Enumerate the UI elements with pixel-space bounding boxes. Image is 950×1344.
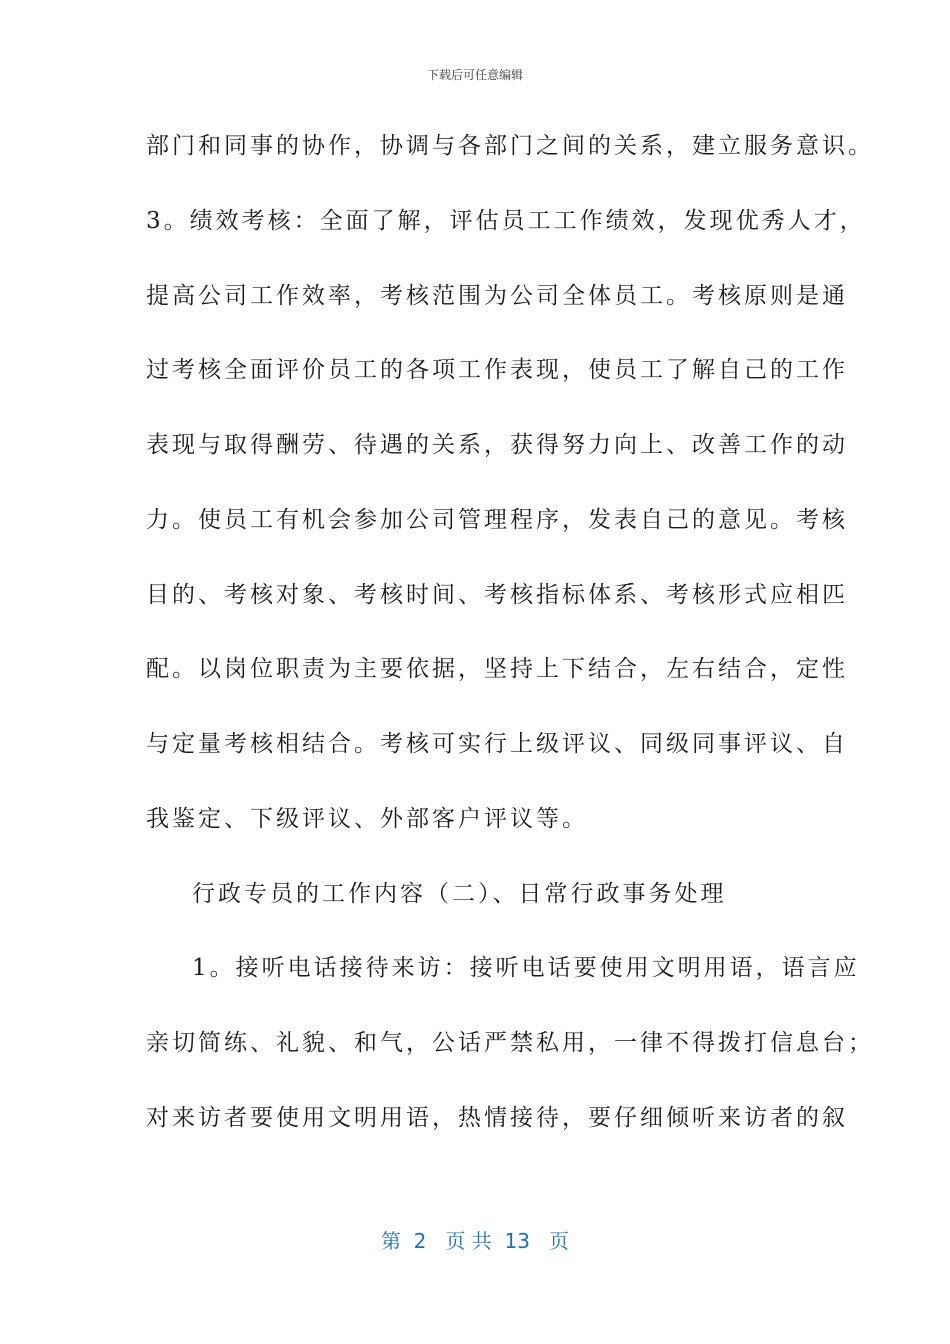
body-line-13: 亲切简练、礼貌、和气，公话严禁私用，一律不得拨打信息台； xyxy=(146,1030,874,1056)
body-line-12: 1。接听电话接待来访：接听电话要使用文明用语，语言应 xyxy=(192,955,860,981)
section-heading: 行政专员的工作内容（二）、日常行政事务处理 xyxy=(192,881,727,907)
body-line-9: 与定量考核相结合。考核可实行上级评议、同级同事评议、自 xyxy=(146,731,848,757)
body-line-1: 部门和同事的协作，协调与各部门之间的关系，建立服务意识。 xyxy=(146,133,874,159)
body-line-8: 配。以岗位职责为主要依据，坚持上下结合，左右结合，定性 xyxy=(146,656,848,682)
body-line-4: 过考核全面评价员工的各项工作表现，使员工了解自己的工作 xyxy=(146,357,848,383)
body-line-6: 力。使员工有机会参加公司管理程序，发表自己的意见。考核 xyxy=(146,507,848,533)
body-line-5: 表现与取得酬劳、待遇的关系，获得努力向上、改善工作的动 xyxy=(146,432,848,458)
body-line-2: 3。绩效考核：全面了解，评估员工工作绩效，发现优秀人才， xyxy=(146,208,866,234)
body-line-3: 提高公司工作效率，考核范围为公司全体员工。考核原则是通 xyxy=(146,283,848,309)
body-line-14: 对来访者要使用文明用语，热情接待，要仔细倾听来访者的叙 xyxy=(146,1105,848,1131)
body-line-7: 目的、考核对象、考核时间、考核指标体系、考核形式应相匹 xyxy=(146,582,848,608)
body-line-10: 我鉴定、下级评议、外部客户评议等。 xyxy=(146,806,588,832)
page-number-footer: 第 2 页 共 13 页 xyxy=(380,1229,570,1253)
download-edit-note: 下载后可任意编辑 xyxy=(426,68,523,82)
